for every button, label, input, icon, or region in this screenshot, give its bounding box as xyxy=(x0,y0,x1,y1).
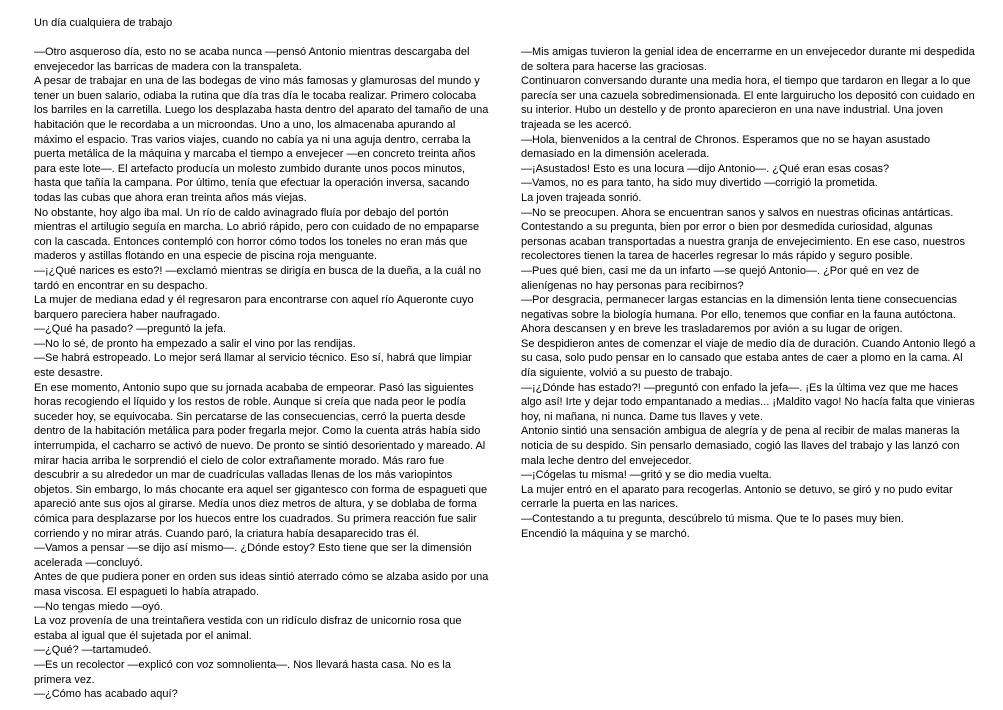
paragraph: En ese momento, Antonio supo que su jornada acababa de empeorar. Pasó las siguientes horas recogiendo el líquido y los restos de roble. Aunque si creía que nada peor le podía suceder hoy, se equivocaba. Sin percatarse de las consecuencias, cerró la puerta desde dentro de la habitación metálica para poder fregarla mejor. Como la cuenta atrás había sido interrumpida, el cacharro se activó de nuevo. De pronto se sintió desorientado y mareado. Al mirar hacia arriba le sorprendió el cielo de color extrañamente morado. Más raro fue descubrir a su alrededor un mar de cuadrículas valladas llenas de los más variopintos objetos. Sin embargo, lo más chocante era aquel ser gigantesco con forma de espagueti que apareció ante sus ojos al girarse. Medía unos diez metros de altura, y se doblaba de forma cómica para desplazarse por los huecos entre los cuadrados. Su primera reacción fue salir corriendo y no mirar atrás. Cuando paró, la criatura había desaparecido tras él. xyxy=(34,381,488,540)
paragraph: —¡Asustados! Esto es una locura —dijo Antonio—. ¿Qué eran esas cosas? xyxy=(521,162,890,175)
paragraph: —¡¿Qué narices es esto?! —exclamó mientras se dirigía en busca de la dueña, a la cuál no tardó en encontrar en su despacho. xyxy=(34,264,481,292)
paragraph: Se despidieron antes de comenzar el viaje de medio día de duración. Cuando Antonio llegó a su casa, solo pudo pensar en lo cansado que estaba antes de caer a plomo en la cama. Al día siguiente, volvió a su puesto de trabajo. xyxy=(521,337,976,380)
document-title: Un día cualquiera de trabajo xyxy=(34,17,173,29)
paragraph: —¡Cógelas tu misma! —gritó y se dio media vuelta. xyxy=(521,469,772,482)
paragraph: Antonio sintió una sensación ambigua de alegría y de pena al recibir de malas maneras la noticia de su despido. Sin pensarlo demasiado, cogió las llaves del trabajo y las lanzó con mala leche dentro del envejecedor. xyxy=(521,425,960,467)
paragraph: A pesar de trabajar en una de las bodegas de vino más famosas y glamurosas del mundo y tener un buen salario, odiaba la rutina que día tras día le tocaba realizar. Primero colocaba los barriles en la carretilla. Luego los desplazaba hasta dentro del aparato del tamaño de una habitación que le recordaba a un microondas. Uno a uno, los almacenaba apurando al máximo el espacio. Tras varios viajes, cuando no cabía ya ni una aguja dentro, cerraba la puerta metálica de la máquina y marcaba el tiempo a envejecer —en concreto treinta años para este lote—. El artefacto producía un molesto zumbido durante unos pocos minutos, hasta que tañía la campana. Por último, tenía que efectuar la operación inversa, sacando todas las cubas que ahora eran treinta años más viejas. xyxy=(34,75,489,204)
paragraph: —Vamos, no es para tanto, ha sido muy divertido —corrigió la prometida. xyxy=(521,177,878,190)
paragraph: —¡¿Dónde has estado?! —preguntó con enfado la jefa—. ¡Es la última vez que me haces algo así! Irte y dejar todo empantanado a medias... ¡Maldito vago! No hacía falta que vinieras hoy, ni mañana, ni nunca. Dame tus llaves y vete. xyxy=(521,381,975,423)
paragraph: La mujer de mediana edad y él regresaron para encontrarse con aquel río Aqueronte cuyo barquero pareciera haber naufragado. xyxy=(34,294,474,321)
paragraph: —Contestando a tu pregunta, descúbrelo tú misma. Que te lo pases muy bien. xyxy=(521,513,904,525)
paragraph: La voz provenía de una treintañera vestida con un ridículo disfraz de unicornio rosa que estaba al igual que él sujetada por el animal. xyxy=(34,615,462,642)
left-column xyxy=(34,45,490,702)
paragraph: Antes de que pudiera poner en orden sus ideas sintió aterrado cómo se alzaba asido por una masa viscosa. El espagueti lo había atrapado. xyxy=(34,571,489,598)
paragraph: —Hola, bienvenidos a la central de Chronos. Esperamos que no se hayan asustado demasiado en la dimensión acelerada. xyxy=(521,133,931,161)
paragraph: Continuaron conversando durante una media hora, el tiempo que tardaron en llegar a lo que parecía ser una cazuela sobredimensionada. El ente larguirucho los depositó con cuidado en su interior. Hubo un destello y de pronto aparecieron en una nave industrial. Una joven trajeada se les acercó. xyxy=(521,75,975,131)
paragraph: —Otro asqueroso día, esto no se acaba nunca —pensó Antonio mientras descargaba del envejecedor las barricas de madera con la transpaleta. xyxy=(34,46,470,73)
paragraph: —No lo sé, de pronto ha empezado a salir el vino por las rendijas. xyxy=(34,337,356,350)
paragraph: —Pues qué bien, casi me da un infarto —se quejó Antonio—. ¿Por qué en vez de alienígenas no hay personas para recibirnos? xyxy=(521,264,920,292)
paragraph: —¿Qué ha pasado? —preguntó la jefa. xyxy=(34,323,227,336)
paragraph: Encendió la máquina y se marchó. xyxy=(521,527,690,540)
paragraph: —No se preocupen. Ahora se encuentran sanos y salvos en nuestras oficinas antárticas. Contestando a su pregunta, bien por error o bien por desmedida curiosidad, algunas personas acaban transportadas a nuestra granja de envejecimiento. En ese caso, nuestros recolectores tienen la tarea de hacerles regresar lo más rápido y seguro posible. xyxy=(521,206,965,263)
paragraph: —¿Cómo has acabado aquí? xyxy=(34,688,178,701)
paragraph: No obstante, hoy algo iba mal. Un río de caldo avinagrado fluía por debajo del portón mientras el artilugio seguía en marcha. Lo abrió rápido, pero con cuidado de no empaparse con la cascada. Entonces contempló con horror cómo todos los toneles no eran más que maderos y astillas flotando en una especie de piscina roja menguante. xyxy=(34,206,480,263)
paragraph: La mujer entró en el aparato para recogerlas. Antonio se detuvo, se giró y no pudo evitar cerrarle la puerta en las narices. xyxy=(521,483,953,511)
paragraph: —Es un recolector —explicó con voz somnolienta—. Nos llevará hasta casa. No es la primera vez. xyxy=(34,658,451,686)
paragraph: —¿Qué? —tartamudeó. xyxy=(34,644,152,657)
paragraph: —Por desgracia, permanecer largas estancias en la dimensión lenta tiene consecuencias negativas sobre la biología humana. Por ello, tenemos que confiar en la fauna autóctona. Ahora descansen y en breve les trasladaremos por avión a su lugar de origen. xyxy=(521,294,957,336)
paragraph: —Mis amigas tuvieron la genial idea de encerrarme en un envejecedor durante mi despedida de soltera para hacerse las graciosas. xyxy=(521,46,975,73)
paragraph: —Vamos a pensar —se dijo así mismo—. ¿Dónde estoy? Esto tiene que ser la dimensión acelerada —concluyó. xyxy=(34,542,472,569)
paragraph: La joven trajeada sonrió. xyxy=(521,191,642,204)
right-column xyxy=(521,45,976,541)
paragraph: —No tengas miedo —oyó. xyxy=(34,600,164,613)
paragraph: —Se habrá estropeado. Lo mejor será llamar al servicio técnico. Eso sí, habrá que limpiar este desastre. xyxy=(34,352,472,380)
